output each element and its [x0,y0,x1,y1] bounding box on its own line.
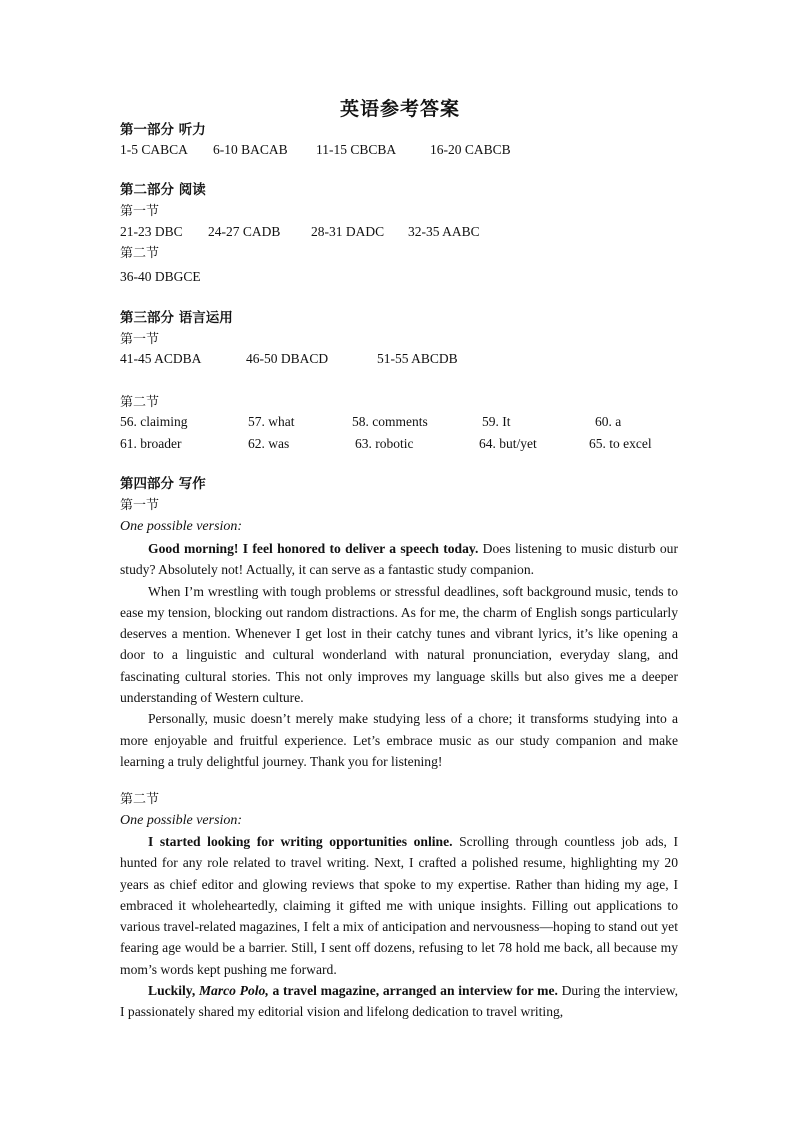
part4-heading: 第四部分 写作 [120,476,206,492]
part2-heading: 第二部分 阅读 [120,182,206,198]
part1-answers-row [0,141,800,159]
answer-group: 1-5 CABCA [120,142,188,157]
essay-2-bold-lead: Luckily, [148,983,199,999]
part3-section1-label: 第一节 [120,332,160,347]
part3-section2-label: 第二节 [120,395,160,410]
part2-section2-answers-row [0,268,800,286]
essay-2-paragraph [120,831,678,980]
cloze-answer: 61. broader [120,436,182,451]
answer-group: 11-15 CBCBA [316,142,397,157]
part3-heading: 第三部分 语言运用 [120,310,233,326]
answer-group: 6-10 BACAB [213,142,288,157]
essay-1-paragraph: Personally, music doesn’t merely make studying less of a chore; it transforms studying into a more enjoyable and fruitful experience. Let’s embrace music as our study companion and make learning a truly delightful journey. Thank you for listening! [120,711,678,769]
answer-group: 41-45 ACDBA [120,351,202,366]
cloze-answer: 56. claiming [120,414,188,429]
cloze-answer: 65. to excel [589,436,652,451]
answer-group: 16-20 CABCB [430,142,511,157]
part4-section1-label: 第一节 [120,498,160,513]
essay-2-paragraph [120,980,678,1023]
magazine-name: Marco Polo, [198,983,269,999]
cloze-answers-row-2 [0,435,800,453]
essay-2-opening-sentence: I started looking for writing opportunities online. [148,834,453,849]
part1-heading: 第一部分 听力 [120,122,206,138]
essay-2-paragraph-text: Scrolling through countless job ads, I hunted for any role related to travel writing. Next, I crafted a polished resume, highlighting my 20 years as chief editor and glowing reviews that spoke to my expertise. Rather than hiding my age, I embraced it wholeheartedly, claiming it gifted me with unique insights. Filling out applications to various travel-related magazines, I felt a mix of anticipation and nervousness—hoping to stand out yet fearing age would be a barrier. Still, I sent off dozens, refusing to let 78 hold me back, all because my mom’s words kept pushing me forward. [120,834,678,977]
answer-group: 51-55 ABCDB [377,351,458,366]
answer-group: 36-40 DBGCE [120,269,201,284]
essay-1 [120,538,678,772]
answer-group: 28-31 DADC [311,224,385,239]
version-label: One possible version: [120,519,243,534]
cloze-answer: 62. was [248,436,290,451]
essay-2-paragraph-text: During the interview, I passionately shared my editorial vision and lifelong dedication to travel writing, [120,983,678,1020]
essay-1-paragraph-text: Does listening to music disturb our study? Absolutely not! Actually, it can serve as a fantastic study companion. [120,541,679,578]
part4-section2-label: 第二节 [120,792,160,807]
cloze-answer: 59. It [482,414,511,429]
cloze-answer: 64. but/yet [479,436,537,451]
page-title: 英语参考答案 [339,98,460,120]
essay-2 [120,831,678,1023]
cloze-answer: 60. a [595,414,622,429]
answer-group: 46-50 DBACD [246,351,329,366]
answer-group: 24-27 CADB [208,224,281,239]
part2-section1-answers-row [0,223,800,241]
cloze-answers-row-1 [0,413,800,431]
essay-1-paragraph [120,538,678,581]
answer-group: 32-35 AABC [408,224,480,239]
part2-section2-label: 第二节 [120,246,160,261]
answer-group: 21-23 DBC [120,224,183,239]
essay-2-bold-lead-continued: a travel magazine, arranged an interview for me. [268,983,558,999]
version-label: One possible version: [120,813,243,828]
cloze-answer: 57. what [248,414,295,429]
essay-1-paragraph: When I’m wrestling with tough problems or stressful deadlines, soft background music, tends to ease my tension, blocking out random distractions. As for me, the charm of English songs particularly deserves a mention. Whenever I get lost in their catchy tunes and vibrant lyrics, it’s like opening a door to a linguistic and cultural wonderland with natural pronunciation, everyday slang, and fascinating cultural stories. This not only improves my language skills but also gives me a deeper understanding of Western culture. [120,583,678,706]
part3-section1-answers-row [0,350,800,368]
part2-section1-label: 第一节 [120,204,160,219]
cloze-answer: 63. robotic [355,436,414,451]
essay-1-opening-sentence: Good morning! I feel honored to deliver a speech today. [148,541,479,556]
cloze-answer: 58. comments [352,414,428,429]
